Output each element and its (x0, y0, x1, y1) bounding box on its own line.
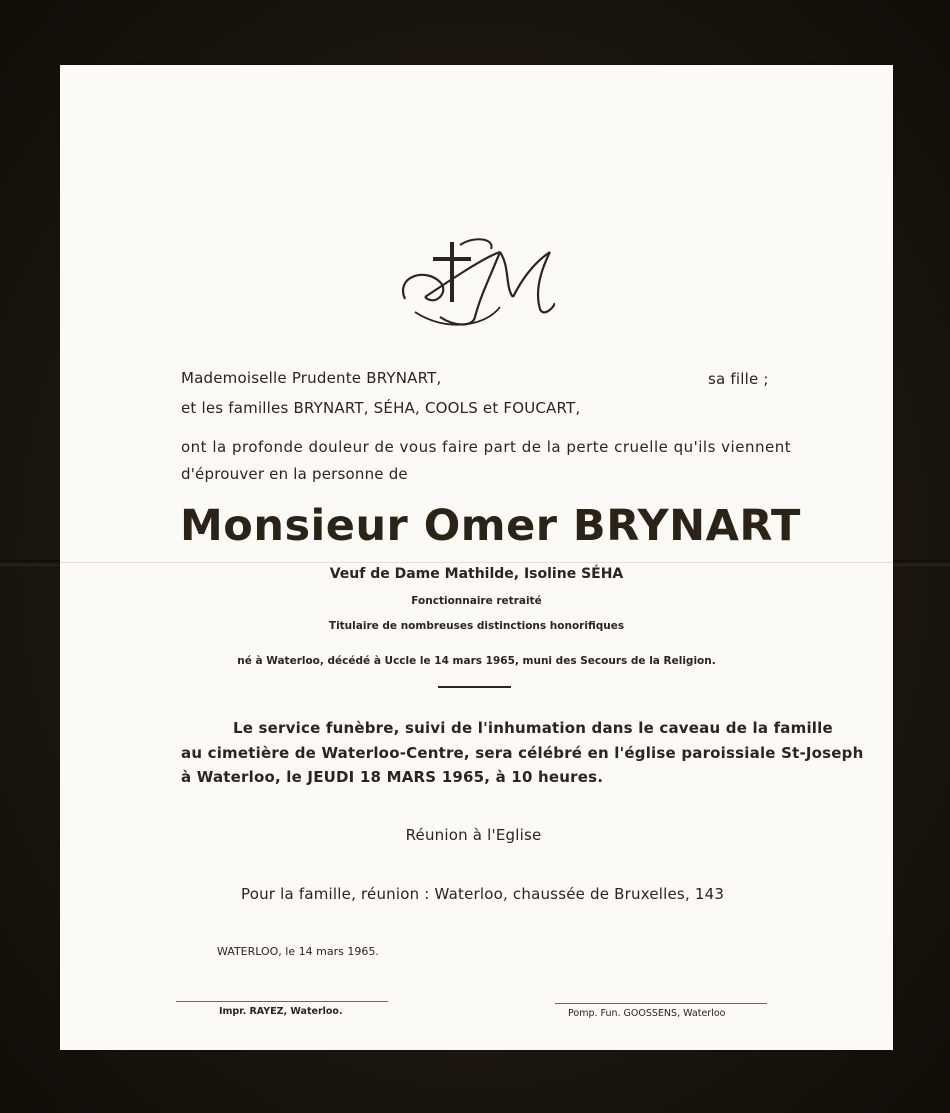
occupation-line: Fonctionnaire retraité (411, 595, 542, 607)
funeral-home-signature-line (555, 1003, 767, 1004)
families-line: et les familles BRYNART, SÉHA, COOLS et FOUCART, (181, 399, 581, 417)
announcement-line-2: d'éprouver en la personne de (181, 465, 408, 483)
printer-credit: Impr. RAYEZ, Waterloo. (219, 1006, 343, 1017)
service-line-3: à Waterloo, le JEUDI 18 MARS 1965, à 10 heures. (181, 768, 604, 786)
printer-signature-line (176, 1001, 388, 1002)
announcement-line: ont la profonde douleur de vous faire part de la perte cruelle qu'ils viennent (181, 438, 792, 456)
service-line-2: au cimetière de Waterloo-Centre, sera célébré en l'église paroissiale St-Joseph (181, 744, 864, 762)
separator-rule (438, 686, 511, 688)
family-gathering: Pour la famille, réunion : Waterloo, chaussée de Bruxelles, 143 (241, 885, 725, 903)
service-line-1: Le service funèbre, suivi de l'inhumation dans le caveau de la famille (233, 719, 833, 737)
place-date: WATERLOO, le 14 mars 1965. (217, 945, 379, 958)
widower-line: Veuf de Dame Mathilde, Isoline SÉHA (329, 566, 624, 582)
birth-death-line: né à Waterloo, décédé à Uccle le 14 mars 1965, muni des Secours de la Religion. (237, 655, 716, 667)
death-notice-card (60, 65, 893, 1050)
daughter-name: Mademoiselle Prudente BRYNART, (181, 369, 442, 387)
church-gathering: Réunion à l'Eglise (405, 826, 542, 844)
honors-line: Titulaire de nombreuses distinctions honorifiques (328, 620, 625, 632)
deceased-name: Monsieur Omer BRYNART (180, 501, 801, 551)
funeral-home-credit: Pomp. Fun. GOOSSENS, Waterloo (568, 1008, 726, 1019)
cross-monogram-icon (395, 237, 555, 332)
card-fold-line (60, 562, 893, 563)
daughter-relation: sa fille ; (708, 370, 769, 388)
